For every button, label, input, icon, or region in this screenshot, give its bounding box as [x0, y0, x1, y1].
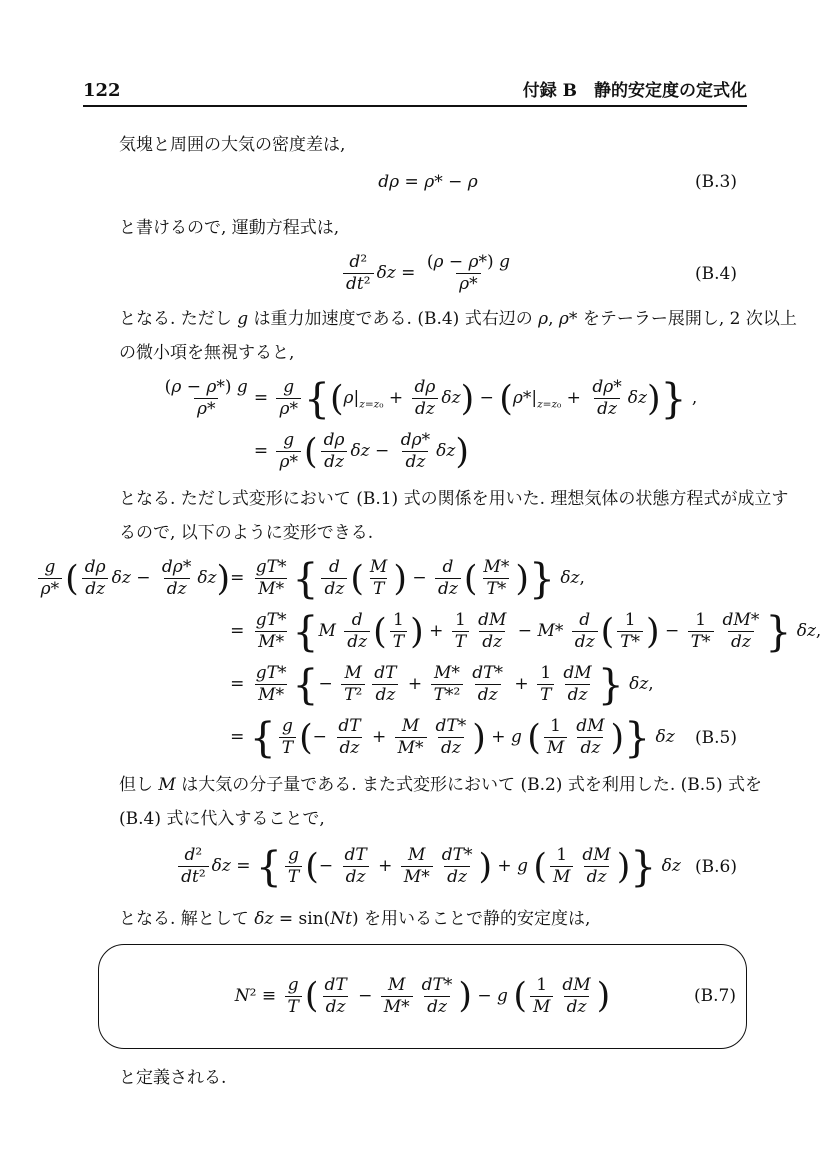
paragraph-3 — [119, 302, 797, 370]
equation-b5 — [40, 552, 822, 764]
fraction: $\frac{\text{d²}}{\text{dt²}}$ — [343, 253, 374, 294]
fraction: $\frac{d}{dz}$ — [572, 611, 598, 652]
fraction: $\frac{gT*}{M*}$ — [255, 663, 287, 706]
equation — [378, 166, 478, 198]
fraction: $\frac{dM*}{dz}$ — [722, 610, 760, 653]
fraction: $\frac{dT*}{dz}$ — [421, 974, 453, 1017]
fraction: $\frac{M}{\text{T²}}$ — [341, 664, 365, 705]
paragraph-line: るので, 以下のように変形できる. — [119, 523, 374, 544]
equation-tag: (B.7) — [694, 986, 736, 1006]
page-header — [83, 76, 747, 101]
paragraph-line: 但し M は大気の分子量である. また式変形において (B.2) 式を利用した. (B.5) 式を — [119, 775, 763, 796]
fraction: $\frac{(\rho - \rho*) g}{\rho*}$ — [164, 377, 248, 420]
paragraph-4 — [119, 482, 789, 550]
paragraph-line: となる. 解として δz = sin(Nt) を用いることで静的安定度は, — [119, 908, 591, 929]
page-number: 122 — [83, 80, 121, 101]
fraction: $\frac{g}{\rho*}$ — [38, 558, 63, 599]
fraction: $\frac{d\rho}{dz}$ — [321, 431, 348, 472]
header-title: 付録 B 静的安定度の定式化 — [522, 81, 747, 101]
paragraph-line: と書けるので, 運動方程式は, — [119, 218, 340, 238]
paragraph-line: 気塊と周囲の大気の密度差は, — [119, 135, 346, 155]
fraction: $\frac{gT*}{M*}$ — [255, 557, 287, 600]
fraction: $\frac{M}{M*}$ — [381, 976, 413, 1017]
paragraph-7 — [119, 1061, 737, 1095]
fraction: $\frac{d}{dz}$ — [344, 611, 370, 652]
equation-row: $\frac{g}{\rho*}$ ( $\frac{d\rho}{dz}$ δz − $\frac{d\rho*}{dz}$ δz) = $\frac{gT*}{M*}$ { $\frac{d}{dz}$ ( $\frac{M}{T}$ ) − $\frac{d}{dz}$ ( $\frac{M*}{T*}$ )} δz, — [35, 552, 822, 605]
paragraph-6 — [119, 902, 737, 936]
paragraph-line: の微小項を無視すると, — [119, 343, 295, 364]
equation-b6 — [119, 840, 737, 893]
fraction: $\frac{d\rho}{dz}$ — [82, 558, 109, 599]
equation-b4 — [119, 247, 737, 300]
fraction: $\frac{1}{T*}$ — [688, 611, 714, 652]
fraction: $\frac{1}{T}$ — [452, 611, 469, 652]
header-rule — [83, 105, 747, 107]
fraction: $\frac{d\rho*}{dz}$ — [400, 430, 431, 473]
equation-row: = { $\frac{g}{T}$ (− $\frac{dT}{dz}$ + $\frac{M}{M*}$ $\frac{dT*}{dz}$ ) + g ( $\frac{1}{M}$ $\frac{dM}{dz}$ )} δz — [230, 713, 675, 762]
equation-tag: (B.3) — [695, 172, 737, 192]
fraction: $\frac{d\rho*}{dz}$ — [161, 557, 192, 600]
equation-row: N² ≡ $\frac{g}{T}$ ( $\frac{dT}{dz}$ − $\frac{M}{M*}$ $\frac{dT*}{dz}$ ) − g ( $\frac{1}{M}$ $\frac{dM}{dz}$ ) — [234, 974, 611, 1017]
fraction: $\frac{dM}{dz}$ — [576, 716, 605, 759]
paragraph-line: (B.4) 式に代入することで, — [119, 809, 325, 830]
equation-row: $\frac{(\rho - \rho*) g}{\rho*}$ = $\frac{g}{\rho*}$ {($\rho|_{z=z_0}$ + $\frac{d\rho}{dz}$ $\delta z) - (\rho*|_{z=z_0}$ + $\frac{d\rho*}{dz}$ δz)} , — [159, 372, 698, 425]
paragraph-2 — [119, 211, 737, 245]
fraction: $\frac{gT*}{M*}$ — [255, 610, 287, 653]
fraction: $\frac{dT*}{dz}$ — [435, 716, 467, 759]
equation — [340, 247, 516, 300]
fraction: $\frac{dT}{dz}$ — [374, 663, 397, 706]
equation-taylor-expansion — [119, 372, 737, 478]
fraction: $\frac{d\rho}{dz}$ — [412, 378, 439, 419]
fraction: $\frac{dM}{dz}$ — [582, 845, 611, 888]
fraction: $\frac{dT}{dz}$ — [324, 974, 347, 1017]
fraction: $\frac{g}{T}$ — [285, 976, 302, 1017]
fraction: $\frac{(\rho - \rho*) g}{\rho*}$ — [426, 252, 510, 295]
fraction: $\frac{1}{M}$ — [544, 717, 567, 758]
equation — [175, 840, 681, 893]
fraction: $\frac{dM}{dz}$ — [562, 974, 591, 1017]
fraction: $\frac{1}{M}$ — [530, 976, 553, 1017]
fraction: $\frac{1}{T}$ — [390, 611, 407, 652]
fraction: $\frac{dT}{dz}$ — [344, 845, 367, 888]
equation-b3 — [119, 166, 737, 198]
fraction: $\frac{g}{\rho*}$ — [276, 378, 301, 419]
paragraph-5 — [119, 768, 763, 836]
paragraph-1 — [119, 128, 737, 162]
subscript: z=z₀ — [359, 398, 384, 411]
paragraph-line: と定義される. — [119, 1067, 227, 1088]
equation-tag: (B.4) — [695, 263, 737, 284]
fraction: $\frac{g}{T}$ — [279, 717, 296, 758]
paragraph-line: となる. ただし g は重力加速度である. (B.4) 式右辺の ρ, ρ* をテーラー展開し, 2 次以上 — [119, 309, 797, 330]
fraction: $\frac{1}{T}$ — [537, 664, 554, 705]
fraction: $\frac{dM}{dz}$ — [478, 610, 507, 653]
fraction: $\frac{d}{dz}$ — [321, 558, 347, 599]
equation-tag: (B.5) — [695, 727, 737, 748]
fraction: $\frac{dT*}{dz}$ — [472, 663, 503, 706]
fraction: $\frac{g}{T}$ — [285, 846, 302, 887]
fraction: $\frac{g}{\rho*}$ — [276, 431, 301, 472]
fraction: $\frac{d}{dz}$ — [435, 558, 461, 599]
page-body — [40, 128, 822, 1095]
equation-row: = $\frac{g}{\rho*}$ ( $\frac{d\rho}{dz}$ δz − $\frac{d\rho*}{dz}$ δz) — [253, 430, 469, 473]
equation-row: = $\frac{gT*}{M*}$ {M $\frac{d}{dz}$ ( $\frac{1}{T}$ ) + $\frac{1}{T}$ $\frac{dM}{dz}$ − M* $\frac{d}{dz}$ ( $\frac{1}{T*}$ ) − $\frac{1}{T*}$ $\frac{dM*}{dz}$ } δz, — [230, 607, 822, 656]
equation-row: = $\frac{gT*}{M*}$ {− $\frac{M}{\text{T²}}$ $\frac{dT}{dz}$ + $\frac{M*}{\text{T*²}}$ $\frac{dT*}{dz}$ + $\frac{1}{T}$ $\frac{dM}{dz}$ } δz, — [230, 660, 654, 709]
fraction: $\frac{dT}{dz}$ — [338, 716, 361, 759]
fraction: $\frac{dT*}{dz}$ — [441, 845, 473, 888]
equation-row: $\frac{\text{d²}}{\text{dt²}}$ δz = $\frac{(\rho - \rho*) g}{\rho*}$ — [340, 247, 516, 300]
equation-row: $\frac{\text{d²}}{\text{dt²}}$ δz = { $\frac{g}{T}$ (− $\frac{dT}{dz}$ + $\frac{M}{M*}$ $\frac{dT*}{dz}$ ) + g ( $\frac{1}{M}$ $\frac{dM}{dz}$ )} δz — [175, 840, 681, 893]
fraction: $\frac{dM}{dz}$ — [563, 663, 592, 706]
fraction: $\frac{M*}{\text{T*²}}$ — [431, 664, 464, 705]
fraction: $\frac{1}{T*}$ — [617, 611, 643, 652]
fraction: $\frac{M}{M*}$ — [395, 717, 427, 758]
fraction: $\frac{M*}{T*}$ — [483, 557, 510, 600]
fraction: $\frac{M}{M*}$ — [401, 846, 433, 887]
subscript: z=z₀ — [537, 398, 562, 411]
equation — [159, 372, 698, 478]
fraction: $\frac{M}{T}$ — [369, 557, 388, 600]
fraction: $\frac{\text{d²}}{\text{dt²}}$ — [178, 846, 209, 887]
equation-tag: (B.6) — [695, 856, 737, 877]
fraction: $\frac{1}{M}$ — [550, 846, 573, 887]
fraction: $\frac{d\rho*}{dz}$ — [592, 377, 622, 420]
equation-b7 — [109, 970, 736, 1023]
result-box — [98, 944, 747, 1049]
equation — [235, 970, 611, 1023]
paragraph-line: となる. ただし式変形において (B.1) 式の関係を用いた. 理想気体の状態方程式が成立す — [119, 489, 789, 510]
equation-row: dρ = ρ* − ρ — [378, 172, 478, 192]
